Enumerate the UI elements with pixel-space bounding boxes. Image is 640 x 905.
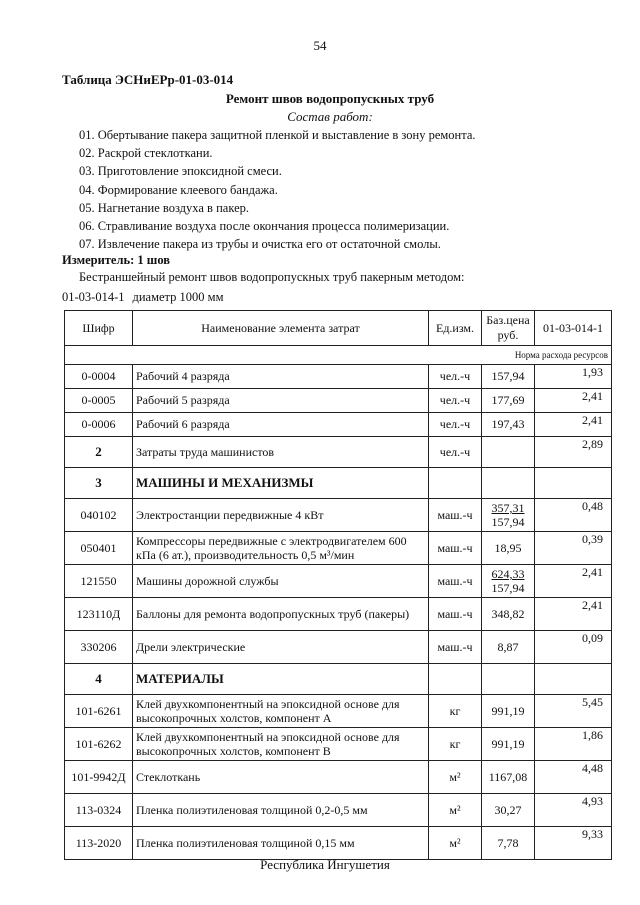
table-row [65, 631, 612, 664]
operations-list [79, 126, 476, 253]
row-price-main: 357,31 [491, 501, 525, 515]
row-unit: маш.-ч [429, 532, 482, 565]
operation-item: 04. Формирование клеевого бандажа. [79, 182, 278, 197]
table-row [65, 532, 612, 565]
section-row [65, 468, 612, 499]
row-name: Рабочий 5 разряда [133, 389, 429, 413]
section-row [65, 664, 612, 695]
row-price: 7,78 [482, 827, 535, 860]
header-name: Наименование элемента затрат [133, 311, 429, 346]
table-row [65, 794, 612, 827]
row-name: Пленка полиэтиленовая толщиной 0,2-0,5 мм [133, 794, 429, 827]
row-value: 2,41 [535, 413, 612, 437]
row-code: 101-6261 [65, 695, 133, 728]
row-price [482, 499, 535, 532]
row-code: 113-0324 [65, 794, 133, 827]
row-unit: чел.-ч [429, 389, 482, 413]
code-line-code: 01-03-014-1 [62, 290, 125, 304]
section-code: 3 [65, 468, 133, 499]
operation-item: 03. Приготовление эпоксидной смеси. [79, 164, 282, 179]
code-line-text: диаметр 1000 мм [132, 290, 224, 304]
row-price: 8,87 [482, 631, 535, 664]
row-name: Затраты труда машинистов [133, 437, 429, 468]
row-price [482, 437, 535, 468]
table-header-row [65, 311, 612, 346]
row-price: 991,19 [482, 695, 535, 728]
work-description: Бестраншейный ремонт швов водопропускных труб пакерным методом: [79, 270, 465, 284]
page-footer: Республика Ингушетия [260, 857, 390, 872]
row-name: Пленка полиэтиленовая толщиной 0,15 мм [133, 827, 429, 860]
row-unit: м² [429, 794, 482, 827]
row-unit: чел.-ч [429, 365, 482, 389]
row-code: 101-6262 [65, 728, 133, 761]
page-number: 54 [313, 38, 327, 53]
meter-unit: Измеритель: 1 шов [62, 253, 171, 267]
row-name: Компрессоры передвижные с электродвигателем 600 кПа (6 ат.), производительность 0,5 м³/мин [133, 532, 429, 565]
row-price-main: 624,33 [491, 567, 525, 581]
row-code: 101-9942Д [65, 761, 133, 794]
row-code: 0-0006 [65, 413, 133, 437]
row-name: Клей двухкомпонентный на эпоксидной основе для высокопрочных холстов, компонент А [133, 695, 429, 728]
operation-item: 07. Извлечение пакера из трубы и очистка его от остаточной смолы. [79, 237, 441, 252]
table-row [65, 365, 612, 389]
row-price-secondary: 157,94 [491, 515, 525, 529]
row-name: Электростанции передвижные 4 кВт [133, 499, 429, 532]
row-code: 113-2020 [65, 827, 133, 860]
operation-item: 06. Стравливание воздуха после окончания процесса полимеризации. [79, 219, 450, 234]
row-code: 050401 [65, 532, 133, 565]
row-price: 30,27 [482, 794, 535, 827]
header-code: Шифр [65, 311, 133, 346]
row-price: 1167,08 [482, 761, 535, 794]
work-title: Ремонт швов водопропускных труб [225, 91, 435, 106]
table-row [65, 413, 612, 437]
row-code: 0-0004 [65, 365, 133, 389]
row-unit: чел.-ч [429, 437, 482, 468]
section-title: МАТЕРИАЛЫ [133, 664, 429, 695]
row-price: 348,82 [482, 598, 535, 631]
row-value: 1,86 [535, 728, 612, 761]
row-price: 197,43 [482, 413, 535, 437]
table-row [65, 389, 612, 413]
row-unit: маш.-ч [429, 565, 482, 598]
table-row [65, 437, 612, 468]
row-price: 157,94 [482, 365, 535, 389]
header-price [482, 311, 535, 346]
row-value: 0,09 [535, 631, 612, 664]
header-price-line2: руб. [497, 328, 519, 342]
row-value: 2,41 [535, 565, 612, 598]
row-code: 123110Д [65, 598, 133, 631]
row-price: 991,19 [482, 728, 535, 761]
row-price-secondary: 157,94 [491, 581, 525, 595]
row-unit: маш.-ч [429, 499, 482, 532]
section-code: 4 [65, 664, 133, 695]
table-row [65, 695, 612, 728]
row-unit: м² [429, 761, 482, 794]
row-code: 121550 [65, 565, 133, 598]
row-value: 4,48 [535, 761, 612, 794]
row-unit: кг [429, 695, 482, 728]
header-norm-code: 01-03-014-1 [535, 311, 612, 346]
table-row [65, 728, 612, 761]
row-name: Рабочий 4 разряда [133, 365, 429, 389]
row-name: Машины дорожной службы [133, 565, 429, 598]
row-value: 9,33 [535, 827, 612, 860]
row-value: 0,48 [535, 499, 612, 532]
row-name: Баллоны для ремонта водопропускных труб (пакеры) [133, 598, 429, 631]
row-value: 2,41 [535, 598, 612, 631]
row-price: 18,95 [482, 532, 535, 565]
row-price [482, 565, 535, 598]
row-unit: м² [429, 827, 482, 860]
section-title: МАШИНЫ И МЕХАНИЗМЫ [133, 468, 429, 499]
row-value: 5,45 [535, 695, 612, 728]
row-code: 040102 [65, 499, 133, 532]
operation-item: 05. Нагнетание воздуха в пакер. [79, 200, 250, 215]
row-code: 2 [65, 437, 133, 468]
operation-item: 02. Раскрой стеклоткани. [79, 146, 213, 161]
table-row [65, 565, 612, 598]
operation-item: 01. Обертывание пакера защитной пленкой и выставление в зону ремонта. [79, 128, 476, 142]
table-row [65, 761, 612, 794]
row-code: 0-0005 [65, 389, 133, 413]
row-name: Клей двухкомпонентный на эпоксидной основе для высокопрочных холстов, компонент В [133, 728, 429, 761]
row-code: 330206 [65, 631, 133, 664]
row-name: Стеклоткань [133, 761, 429, 794]
row-price: 177,69 [482, 389, 535, 413]
row-unit: кг [429, 728, 482, 761]
norm-caption-row [65, 346, 612, 365]
norm-caption: Норма расхода ресурсов [65, 346, 612, 365]
table-row [65, 598, 612, 631]
row-unit: маш.-ч [429, 631, 482, 664]
table-title: Таблица ЭСНиЕРр-01-03-014 [62, 72, 234, 87]
header-price-line1: Баз.цена [486, 313, 530, 327]
row-value: 2,41 [535, 389, 612, 413]
row-unit: маш.-ч [429, 598, 482, 631]
code-line [62, 290, 232, 305]
row-name: Рабочий 6 разряда [133, 413, 429, 437]
composition-title: Состав работ: [287, 109, 373, 124]
header-unit: Ед.изм. [429, 311, 482, 346]
row-value: 4,93 [535, 794, 612, 827]
row-value: 2,89 [535, 437, 612, 468]
row-unit: чел.-ч [429, 413, 482, 437]
row-value: 0,39 [535, 532, 612, 565]
row-name: Дрели электрические [133, 631, 429, 664]
row-value: 1,93 [535, 365, 612, 389]
resources-table [64, 310, 612, 860]
table-row [65, 499, 612, 532]
table-row [65, 827, 612, 860]
